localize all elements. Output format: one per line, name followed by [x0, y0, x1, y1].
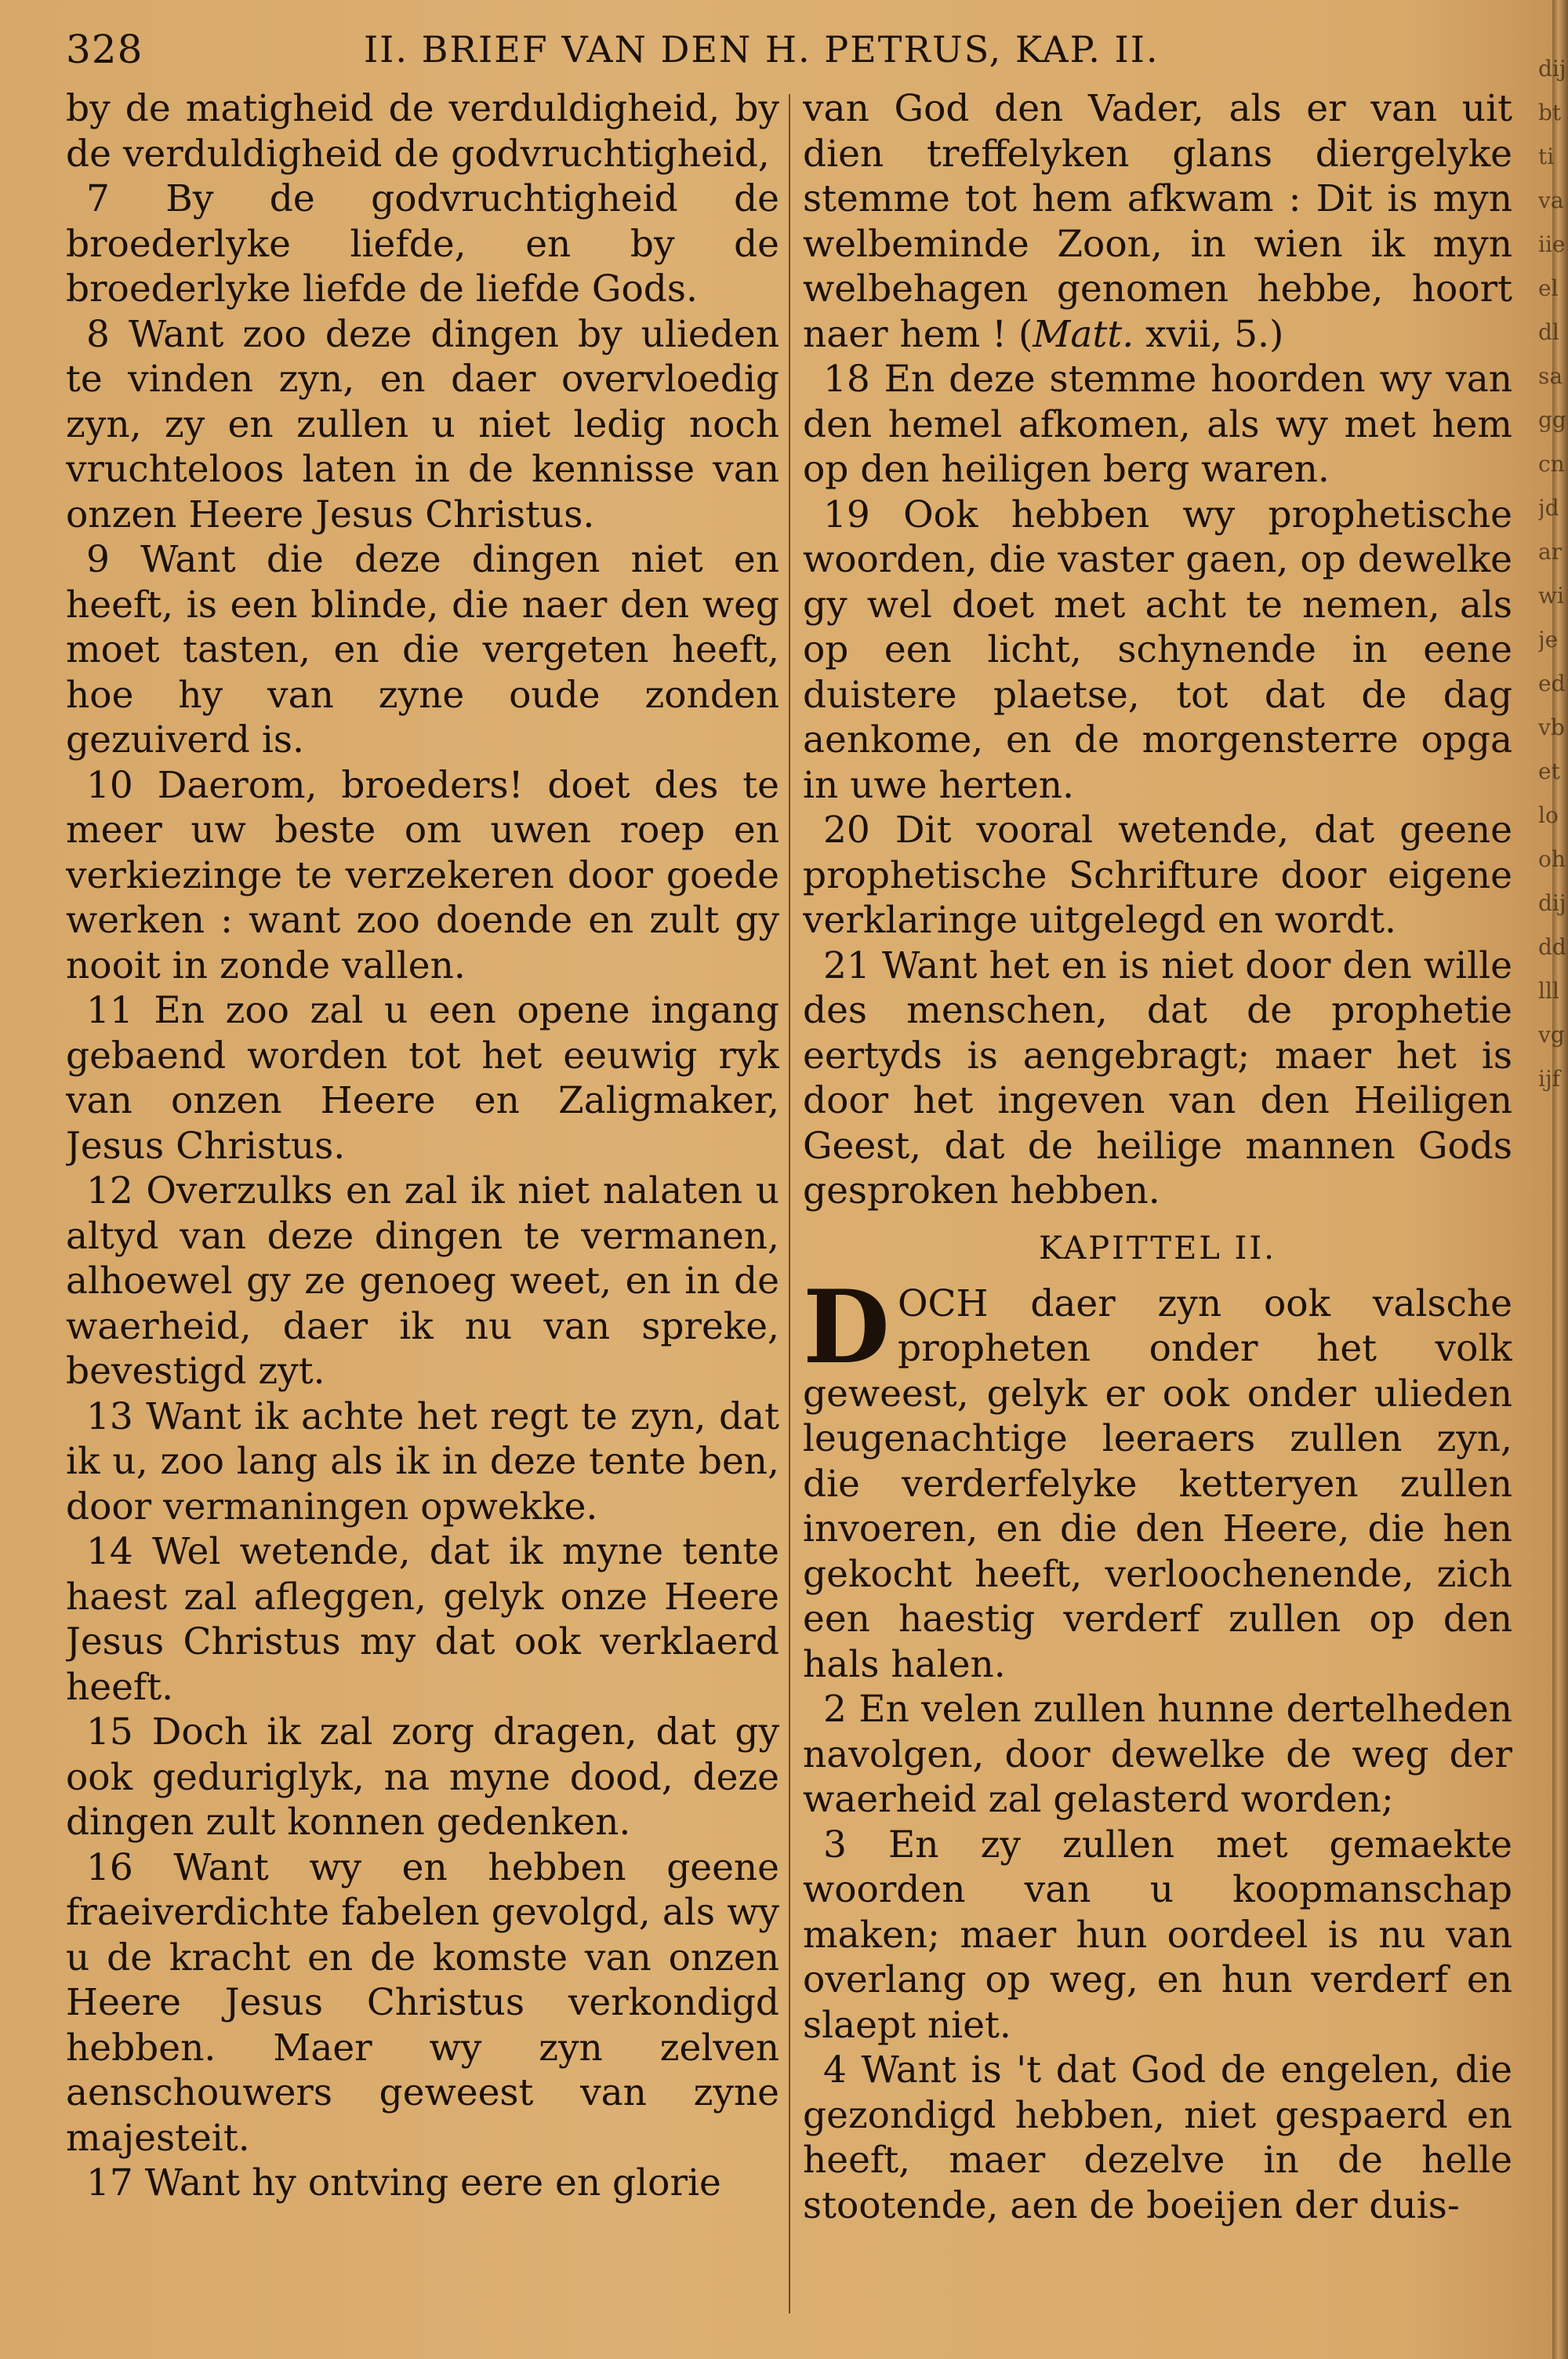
verse-paragraph: 7 By de godvruchtigheid de broederlyke liefde, en by de broederlyke liefde de liefde Gods.: [66, 177, 779, 311]
page-header: [66, 27, 1548, 82]
scripture-reference: (Matt. xvii, 5.): [1018, 312, 1284, 356]
verse-paragraph: 17 Want hy ontving eere en glorie: [86, 2161, 721, 2205]
page-number: 328: [66, 27, 143, 72]
verse-text: van God den Vader, als er van uit dien treffelyken glans diergelyke stemme tot hem afkwam : Dit is myn welbeminde Zoon, in wien ik myn welbehagen genomen hebbe, hoort naer hem !: [803, 87, 1512, 356]
verse-paragraph: 2 En velen zullen hunne dertelheden navolgen, door dewelke de weg der waerheid zal gelasterd worden;: [803, 1688, 1512, 1821]
verse-paragraph: 11 En zoo zal u een opene ingang gebaend worden tot het eeuwig ryk van onzen Heere en Zaligmaker, Jesus Christus.: [66, 989, 779, 1168]
verse-paragraph: 3 En zy zullen met gemaekte woorden van u koopmanschap maken; maer hun oordeel is nu van overlang op weg, en hun verderf en slaept niet.: [803, 1823, 1512, 2047]
chapter-heading: KAPITTEL II.: [1039, 1230, 1276, 1267]
verse-paragraph: 19 Ook hebben wy prophetische woorden, die vaster gaen, op dewelke gy wel doet met acht te nemen, als op een licht, schynende in eene duistere plaetse, tot dat de dag aenkome, en de morgensterre opga in uwe herten.: [803, 493, 1512, 807]
running-title: II. BRIEF VAN DEN H. PETRUS, KAP. II.: [364, 28, 1160, 71]
facing-page-text: dijbttivaiieeldlsaggcnjdarwijeedvbetloohdijddlllvgijf: [1538, 56, 1566, 1092]
chapter-opening-paragraph: [803, 1268, 1512, 1688]
verse-paragraph: 16 Want wy en hebben geene fraeiverdichte fabelen gevolgd, als wy u de kracht en de komste van onzen Heere Jesus Christus verkondigd hebben. Maer wy zyn zelven aenschouwers geweest van zyne majesteit.: [66, 1845, 779, 2160]
verse-paragraph: 14 Wel wetende, dat ik myne tente haest zal afleggen, gelyk onze Heere Jesus Christus my dat ook verklaerd heeft.: [66, 1530, 779, 1709]
verse-paragraph-continued: [803, 86, 1512, 357]
first-word-rest: OCH: [898, 1281, 989, 1325]
verse-paragraph: 18 En deze stemme hoorden wy van den hemel afkomen, als wy met hem op den heiligen berg waren.: [803, 358, 1512, 491]
verse-paragraph: 12 Overzulks en zal ik niet nalaten u altyd van deze dingen te vermanen, alhoewel gy ze genoeg weet, en in de waerheid, daer ik nu van spreke, bevestigd zyt.: [66, 1169, 779, 1393]
verse-paragraph: 21 Want het en is niet door den wille des menschen, dat de prophetie eertyds is aengebragt; maer het is door het ingeven van den Heiligen Geest, dat de heilige mannen Gods gesproken hebben.: [803, 943, 1512, 1212]
left-column: [66, 86, 779, 2345]
verse-paragraph: 4 Want is 't dat God de engelen, die gezondigd hebben, niet gespaerd en heeft, maer dezelve in de helle stootende, aen de boeijen der duis-: [803, 2048, 1512, 2227]
verse-paragraph: 9 Want die deze dingen niet en heeft, is een blinde, die naer den weg moet tasten, en die vergeten heeft, hoe hy van zyne oude zonden gezuiverd is.: [66, 538, 779, 761]
drop-cap: D: [803, 1268, 890, 1387]
verse-paragraph: 13 Want ik achte het regt te zyn, dat ik u, zoo lang als ik in deze tente ben, door vermaningen opwekke.: [66, 1394, 779, 1528]
verse-paragraph: 15 Doch ik zal zorg dragen, dat gy ook geduriglyk, na myne dood, deze dingen zult konnen gedenken.: [66, 1710, 779, 1844]
verse-paragraph: 10 Daerom, broeders! doet des te meer uw beste om uwen roep en verkiezinge te verzekeren door goede werken : want zoo doende en zult gy nooit in zonde vallen.: [66, 763, 779, 987]
opening-text: daer zyn ook valsche propheten onder het volk geweest, gelyk er ook onder ulieden leugenachtige leeraers zullen zyn, die verderfelyke ketteryen zullen invoeren, en die den Heere, die hen gekocht heeft, verloochenende, zich een haestig verderf zullen op den hals halen.: [803, 1281, 1512, 1686]
verse-paragraph: by de matigheid de verduldigheid, by de verduldigheid de godvruchtigheid,: [66, 87, 779, 176]
verse-paragraph: 20 Dit vooral wetende, dat geene prophetische Schrifture door eigene verklaringe uitgelegd en wordt.: [803, 809, 1512, 942]
verse-paragraph: 8 Want zoo deze dingen by ulieden te vinden zyn, en daer overvloedig zyn, zy en zullen u niet ledig noch vruchteloos laten in de kennisse van onzen Heere Jesus Christus.: [66, 312, 779, 536]
column-divider: [789, 94, 790, 2314]
right-column: [803, 86, 1512, 2345]
